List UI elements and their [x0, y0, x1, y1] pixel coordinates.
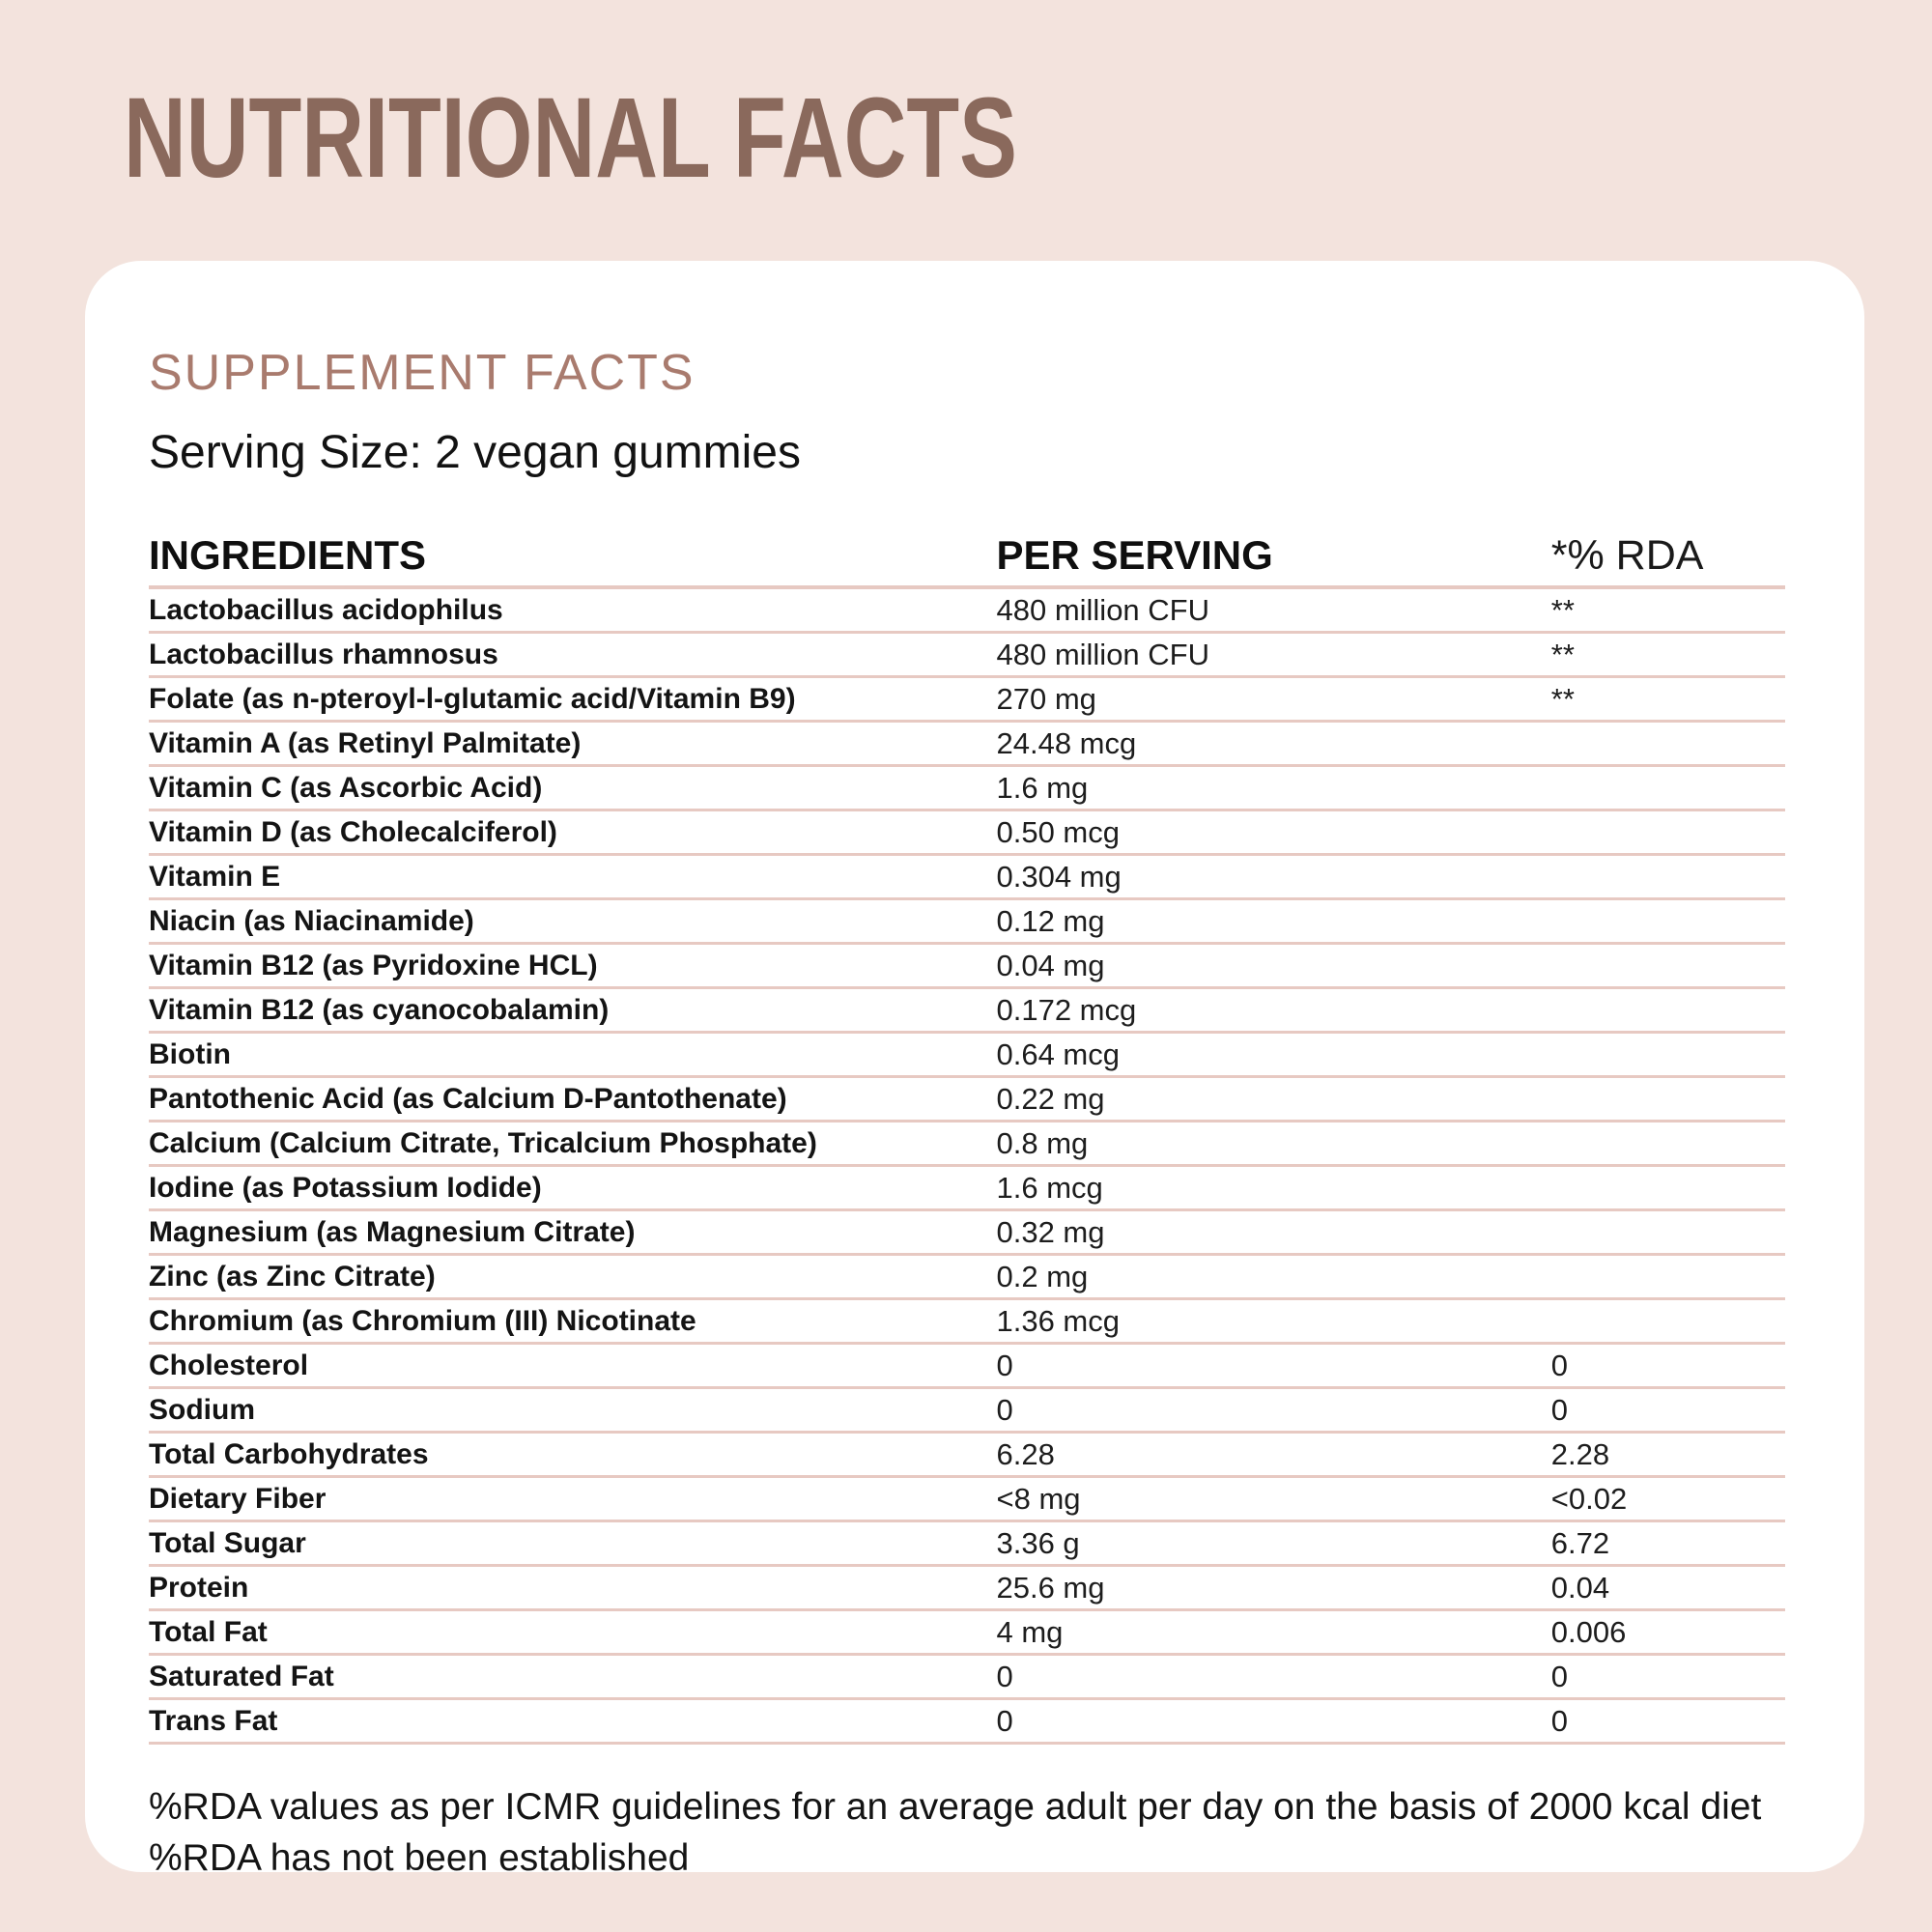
page-title: NUTRITIONAL FACTS [124, 74, 1018, 202]
ingredient-name: Protein [149, 1571, 249, 1604]
ingredient-name: Lactobacillus rhamnosus [149, 638, 498, 670]
ingredient-name: Vitamin E [149, 860, 281, 893]
supplement-facts-card [85, 261, 1864, 1879]
table-row [149, 1034, 1785, 1078]
table-row [149, 811, 1785, 856]
ingredient-name: Lactobacillus acidophilus [149, 593, 503, 626]
per-serving-value: 0.2 mg [996, 1259, 1089, 1293]
per-serving-value: 1.6 mcg [996, 1170, 1103, 1205]
ingredient-name: Vitamin B12 (as Pyridoxine HCL) [149, 949, 598, 981]
table-row [149, 1256, 1785, 1300]
per-serving-value: 0.64 mcg [996, 1037, 1120, 1071]
table-row [149, 1611, 1785, 1656]
per-serving-value: 4 mg [996, 1614, 1064, 1649]
ingredient-name: Vitamin A (as Retinyl Palmitate) [149, 726, 582, 759]
ingredient-name: Biotin [149, 1037, 231, 1070]
table-row [149, 678, 1785, 723]
per-serving-value: 0.32 mg [996, 1214, 1105, 1249]
per-serving-value: 0.12 mg [996, 903, 1105, 938]
ingredient-name: Total Sugar [149, 1526, 306, 1559]
table-header-row [149, 526, 1785, 589]
table-row [149, 1211, 1785, 1256]
ingredient-name: Trans Fat [149, 1704, 278, 1737]
table-row [149, 589, 1785, 634]
table-row [149, 1167, 1785, 1211]
table-row [149, 945, 1785, 989]
rda-value: 0 [1550, 1392, 1568, 1427]
table-row [149, 1345, 1785, 1389]
per-serving-value: 0 [996, 1348, 1013, 1382]
table-row [149, 989, 1785, 1034]
per-serving-value: 0.304 mg [996, 859, 1122, 894]
ingredient-name: Magnesium (as Magnesium Citrate) [149, 1215, 636, 1248]
per-serving-value: 0.50 mcg [996, 814, 1120, 849]
per-serving-value: 1.6 mg [996, 770, 1089, 805]
ingredient-name: Pantothenic Acid (as Calcium D-Pantothenate) [149, 1082, 787, 1115]
per-serving-value: 6.28 [996, 1436, 1055, 1471]
footnote-rda-not-established: %RDA has not been established [149, 1837, 690, 1879]
per-serving-value: 0.172 mcg [996, 992, 1137, 1027]
ingredient-name: Folate (as n-pteroyl-l-glutamic acid/Vitamin B9) [149, 682, 796, 715]
rda-value: ** [1550, 592, 1575, 627]
ingredient-name: Vitamin D (as Cholecalciferol) [149, 815, 557, 848]
ingredient-name: Zinc (as Zinc Citrate) [149, 1260, 436, 1293]
table-row [149, 1122, 1785, 1167]
table-row [149, 1656, 1785, 1700]
column-header-ingredients: INGREDIENTS [149, 532, 427, 578]
rda-value: ** [1550, 681, 1575, 716]
per-serving-value: 25.6 mg [996, 1570, 1105, 1605]
per-serving-value: 0.04 mg [996, 948, 1105, 982]
per-serving-value: <8 mg [996, 1481, 1081, 1516]
table-body [149, 589, 1785, 1745]
ingredient-name: Chromium (as Chromium (III) Nicotinate [149, 1304, 696, 1337]
table-row [149, 1567, 1785, 1611]
ingredient-name: Iodine (as Potassium Iodide) [149, 1171, 542, 1204]
table-row [149, 900, 1785, 945]
ingredient-name: Total Carbohydrates [149, 1437, 429, 1470]
per-serving-value: 0.8 mg [996, 1125, 1089, 1160]
table-row [149, 1078, 1785, 1122]
rda-value: 6.72 [1550, 1525, 1610, 1560]
table-row [149, 1522, 1785, 1567]
ingredient-name: Vitamin C (as Ascorbic Acid) [149, 771, 543, 804]
footnotes [149, 1781, 1787, 1884]
rda-value: 0.04 [1550, 1570, 1610, 1605]
table-row [149, 1389, 1785, 1434]
table-row [149, 1300, 1785, 1345]
ingredient-name: Dietary Fiber [149, 1482, 327, 1515]
per-serving-value: 270 mg [996, 681, 1096, 716]
table-row [149, 856, 1785, 900]
per-serving-value: 24.48 mcg [996, 725, 1137, 760]
per-serving-value: 0.22 mg [996, 1081, 1105, 1116]
column-header-per-serving: PER SERVING [996, 532, 1273, 578]
table-row [149, 1434, 1785, 1478]
rda-value: 2.28 [1550, 1436, 1610, 1471]
table-row [149, 767, 1785, 811]
rda-value: ** [1550, 637, 1575, 671]
per-serving-value: 480 million CFU [996, 592, 1209, 627]
rda-value: 0.006 [1550, 1614, 1627, 1649]
per-serving-value: 0 [996, 1703, 1013, 1738]
table-row [149, 723, 1785, 767]
rda-value: 0 [1550, 1659, 1568, 1693]
table-row [149, 1700, 1785, 1745]
per-serving-value: 0 [996, 1392, 1013, 1427]
nutrition-table [149, 526, 1785, 1745]
footnote-rda-guidelines: %RDA values as per ICMR guidelines for an average adult per day on the basis of 2000 kcal diet [149, 1786, 1762, 1828]
ingredient-name: Niacin (as Niacinamide) [149, 904, 474, 937]
per-serving-value: 1.36 mcg [996, 1303, 1120, 1338]
table-row [149, 1478, 1785, 1522]
per-serving-value: 480 million CFU [996, 637, 1209, 671]
ingredient-name: Vitamin B12 (as cyanocobalamin) [149, 993, 610, 1026]
supplement-facts-heading: SUPPLEMENT FACTS [149, 345, 696, 401]
ingredient-name: Calcium (Calcium Citrate, Tricalcium Phosphate) [149, 1126, 817, 1159]
column-header-rda: *% RDA [1550, 531, 1704, 579]
per-serving-value: 0 [996, 1659, 1013, 1693]
per-serving-value: 3.36 g [996, 1525, 1080, 1560]
serving-size-text: Serving Size: 2 vegan gummies [149, 427, 801, 478]
ingredient-name: Cholesterol [149, 1349, 309, 1381]
ingredient-name: Saturated Fat [149, 1660, 334, 1692]
ingredient-name: Sodium [149, 1393, 255, 1426]
rda-value: 0 [1550, 1348, 1568, 1382]
ingredient-name: Total Fat [149, 1615, 268, 1648]
rda-value: <0.02 [1550, 1481, 1628, 1516]
table-row [149, 634, 1785, 678]
rda-value: 0 [1550, 1703, 1568, 1738]
